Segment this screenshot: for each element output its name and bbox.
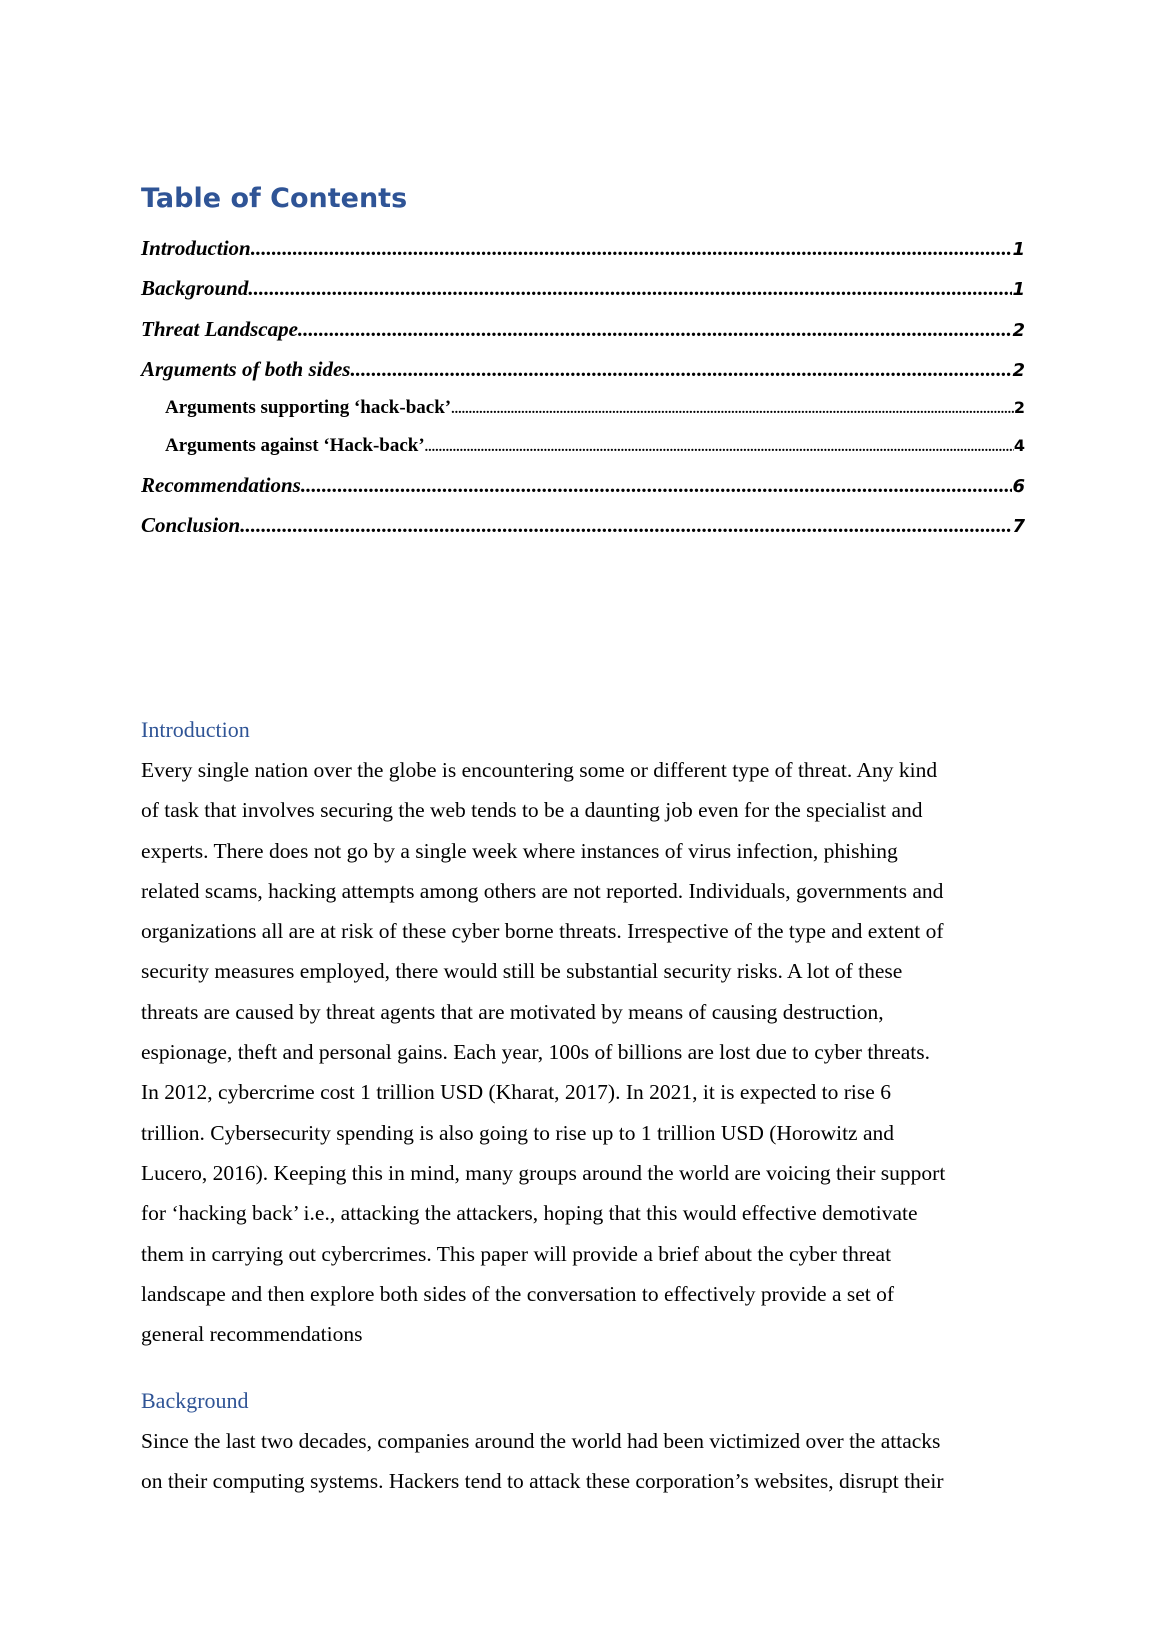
background-heading: Background <box>141 1388 249 1413</box>
toc-entry-label: Threat Landscape <box>141 316 298 341</box>
text-line: them in carrying out cybercrimes. This paper will provide a brief about the cyber threat <box>141 1241 892 1266</box>
text-line: Lucero, 2016). Keeping this in mind, many groups around the world are voicing their support <box>141 1160 946 1185</box>
toc-entry-conclusion[interactable] <box>141 513 1025 553</box>
toc-entry-page: 7 <box>1012 516 1025 538</box>
toc-entry-recommendations[interactable] <box>141 473 1025 513</box>
toc-entry-introduction[interactable] <box>141 236 1025 276</box>
toc-entry-arguments-of-both-sides[interactable] <box>141 357 1025 397</box>
toc-leader-dots <box>240 513 1012 538</box>
toc-leader-dots <box>251 236 1013 261</box>
toc-entry-arguments-against[interactable] <box>141 435 1025 473</box>
text-line: for ‘hacking back’ i.e., attacking the attackers, hoping that this would effective demotivate <box>141 1201 918 1226</box>
toc-entry-page: 6 <box>1012 476 1025 498</box>
text-line: Every single nation over the globe is encountering some or different type of threat. Any kind <box>141 758 938 782</box>
toc-entry-page: 2 <box>1012 359 1025 381</box>
toc-entry-page: 1 <box>1012 239 1025 260</box>
text-line: threats are caused by threat agents that are motivated by means of causing destruction, <box>141 999 884 1024</box>
toc-entry-label: Conclusion <box>141 513 241 538</box>
toc-entry-label: Arguments of both sides <box>141 356 351 381</box>
toc-leader-dots <box>350 357 1012 382</box>
text-line: general recommendations <box>141 1322 363 1347</box>
toc-entry-page: 1 <box>1012 279 1025 301</box>
introduction-heading: Introduction <box>141 717 250 742</box>
toc-entry-background[interactable] <box>141 276 1025 316</box>
text-line: on their computing systems. Hackers tend to attack these corporation’s websites, disrupt their <box>141 1469 944 1494</box>
toc-entry-label: Background <box>141 276 249 301</box>
toc-leader-dots <box>248 276 1012 301</box>
text-line: related scams, hacking attempts among others are not reported. Individuals, governments and <box>141 878 944 903</box>
text-line: espionage, theft and personal gains. Each year, 100s of billions are lost due to cyber threats. <box>141 1040 931 1065</box>
toc-leader-dots <box>451 402 1014 418</box>
toc-entry-label: Recommendations <box>141 473 301 498</box>
toc-entry-page: 2 <box>1013 398 1025 418</box>
toc-leader-dots <box>425 440 1014 456</box>
text-line: In 2012, cybercrime cost 1 trillion USD (Kharat, 2017). In 2021, it is expected to rise 6 <box>141 1080 891 1105</box>
introduction-paragraph <box>141 750 1021 1354</box>
text-line: organizations all are at risk of these cyber borne threats. Irrespective of the type and extent of <box>141 919 944 944</box>
toc-entry-page: 2 <box>1012 319 1025 341</box>
text-line: Since the last two decades, companies around the world had been victimized over the attacks <box>141 1429 941 1453</box>
toc-entry-threat-landscape[interactable] <box>141 317 1025 357</box>
table-of-contents <box>141 236 1025 554</box>
toc-entry-label: Arguments supporting ‘hack-back’ <box>165 397 452 419</box>
toc-leader-dots <box>301 473 1013 498</box>
text-line: landscape and then explore both sides of the conversation to effectively provide a set of <box>141 1281 895 1306</box>
text-line: security measures employed, there would still be substantial security risks. A lot of these <box>141 959 903 984</box>
toc-entry-label: Arguments against ‘Hack-back’ <box>165 435 425 457</box>
toc-entry-label: Introduction <box>141 236 251 260</box>
toc-entry-page: 4 <box>1013 436 1025 456</box>
toc-leader-dots <box>298 317 1013 342</box>
toc-entry-arguments-supporting[interactable] <box>141 397 1025 435</box>
text-line: trillion. Cybersecurity spending is also going to rise up to 1 trillion USD (Horowitz and <box>141 1120 895 1145</box>
toc-title: Table of Contents <box>141 183 408 214</box>
text-line: experts. There does not go by a single week where instances of virus infection, phishing <box>141 838 898 863</box>
background-paragraph <box>141 1421 1021 1502</box>
text-line: of task that involves securing the web tends to be a daunting job even for the specialist and <box>141 798 923 823</box>
